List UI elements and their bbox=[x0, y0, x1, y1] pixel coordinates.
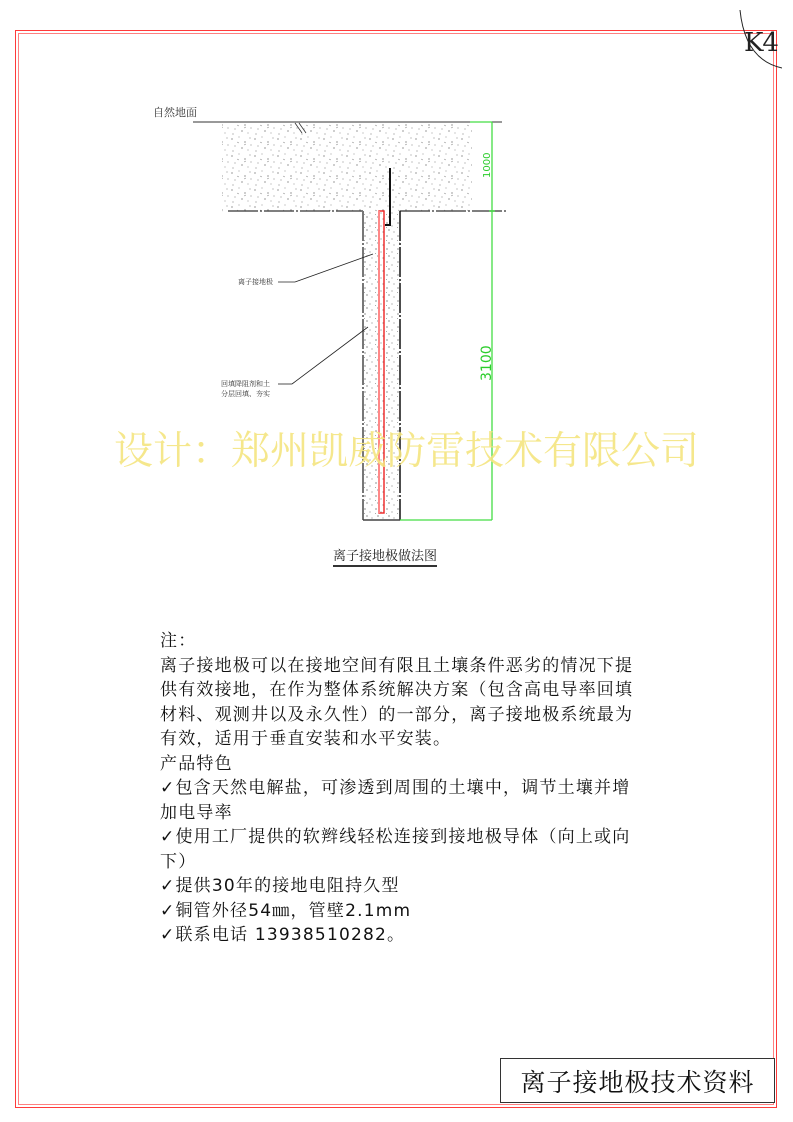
natural-ground-label: 自然地面 bbox=[153, 106, 197, 119]
title-block: 离子接地极技术资料 bbox=[500, 1058, 775, 1103]
features-heading: 产品特色 bbox=[160, 753, 233, 774]
notes-heading: 注： bbox=[160, 631, 197, 651]
sheet-number: K4 bbox=[744, 28, 778, 58]
callout-ion-electrode: 离子接地极 bbox=[238, 278, 273, 286]
callout-backfill-line2: 分层回填、夯实 bbox=[221, 390, 270, 398]
figure-title: 离子接地极做法图 bbox=[333, 545, 437, 567]
dimension-1000: 1000 bbox=[482, 152, 493, 178]
feature-item: ✓联系电话 13938510282。 bbox=[160, 925, 406, 945]
callout-backfill-line1: 回填降阻剂和土 bbox=[221, 380, 270, 388]
notes-section bbox=[160, 629, 640, 948]
designer-watermark: 设计：郑州凯威防雷技术有限公司 bbox=[114, 429, 700, 474]
feature-item: ✓铜管外径54㎜，管壁2.1mm bbox=[160, 900, 412, 921]
dimension-3100: 3100 bbox=[479, 345, 495, 381]
feature-item: ✓包含天然电解盐，可渗透到周围的土壤中，调节土壤并增加电导率 bbox=[160, 778, 631, 823]
notes-paragraph: 离子接地极可以在接地空间有限且土壤条件恶劣的情况下提供有效接地，在作为整体系统解决方案（包含高电导率回填材料、观测井以及永久性）的一部分，离子接地极系统最为有效，适用于垂直安装和水平安装。 bbox=[160, 655, 634, 749]
feature-item: ✓提供30年的接地电阻持久型 bbox=[160, 876, 400, 896]
feature-item: ✓使用工厂提供的软辫线轻松连接到接地极导体（向上或向下） bbox=[160, 827, 631, 872]
